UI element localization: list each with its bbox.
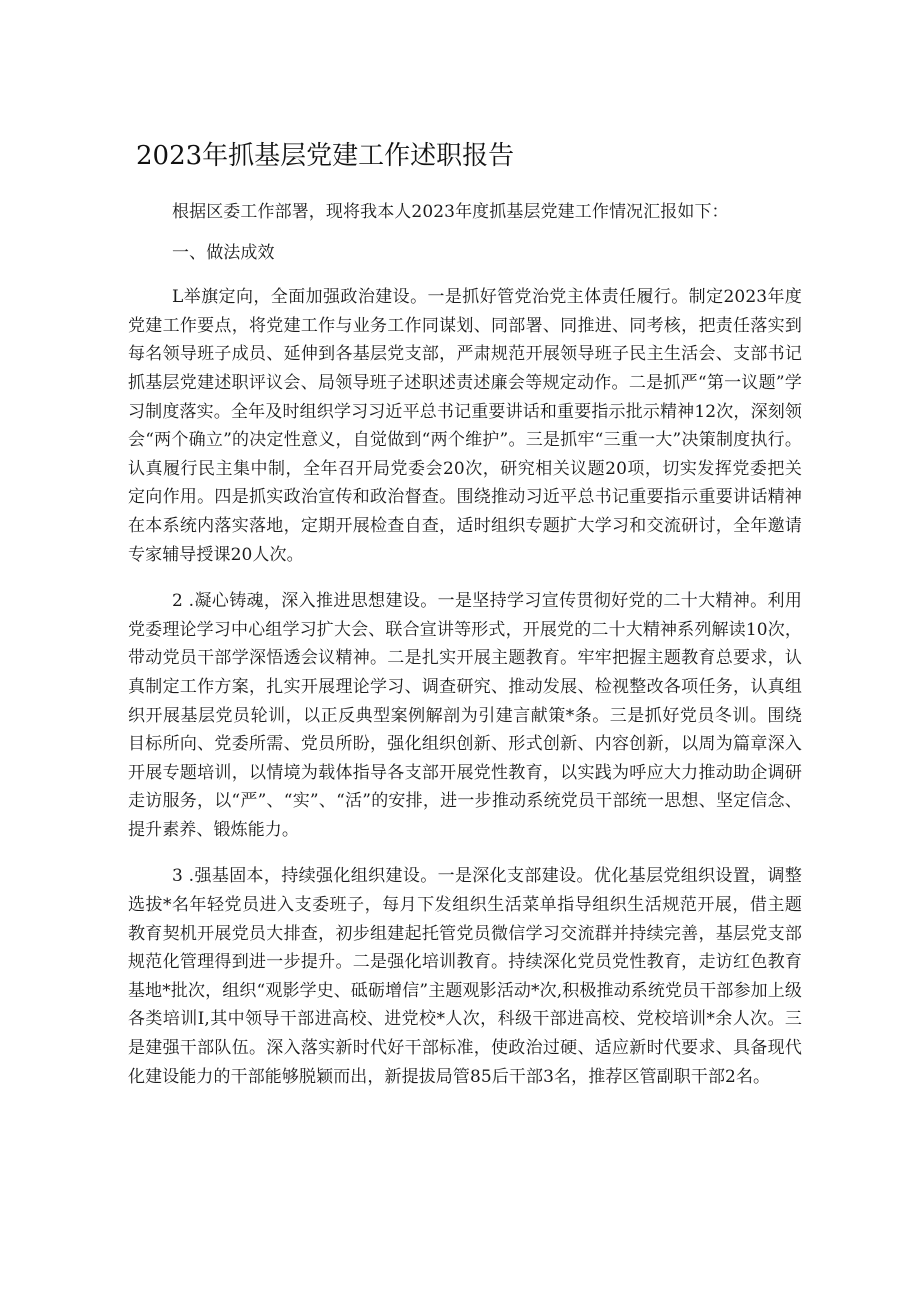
paragraph-organizational-construction: 3 .强基固本，持续强化组织建设。一是深化支部建设。优化基层党组织设置，调整选拔*名年轻党员进入支委班子，每月下发组织生活菜单指导组织生活规范开展，借主题教育契机开展党员大排查，初步组建起托管党员微信学习交流群并持续完善，基层党支部规范化管理得到进一步提升。二是强化培训教育。持续深化党员党性教育，走访红色教育基地*批次，组织“观影学史、砥砺增信”主题观影活动*次,积极推动系统党员干部参加上级各类培训I,其中领导干部进高校、进党校*人次，科级干部进高校、党校培训*余人次。三是建强干部队伍。深入落实新时代好干部标准，使政治过硬、适应新时代要求、具备现代化建设能力的干部能够脱颖而出，新提拔局管85后干部3名，推荐区管副职干部2名。 (128, 866, 802, 1087)
document-title: 2023年抓基层党建工作述职报告 (136, 141, 515, 171)
paragraph-ideological-construction: 2 .凝心铸魂，深入推进思想建设。一是坚持学习宣传贯彻好党的二十大精神。利用党委理论学习中心组学习扩大会、联合宣讲等形式，开展党的二十大精神系列解读10次，带动党员干部学深悟透会议精神。二是扎实开展主题教育。牢牢把握主题教育总要求，认真制定工作方案，扎实开展理论学习、调查研究、推动发展、检视整改各项任务，认真组织开展基层党员轮训，以正反典型案例解剖为引建言献策*条。三是抓好党员冬训。围绕目标所向、党委所需、党员所盼，强化组织创新、形式创新、内容创新，以周为篇章深入开展专题培训，以情境为载体指导各支部开展党性教育，以实践为呼应大力推动助企调研走访服务，以“严”、“实”、“活”的安排，进一步推动系统党员干部统一思想、坚定信念、提升素养、锻炼能力。 (128, 591, 802, 840)
paragraph-political-construction: L举旗定向，全面加强政治建设。一是抓好管党治党主体责任履行。制定2023年度党建工作要点，将党建工作与业务工作同谋划、同部署、同推进、同考核，把责任落实到每名领导班子成员、延伸到各基层党支部，严肃规范开展领导班子民主生活会、支部书记抓基层党建述职评议会、局领导班子述职述责述廉会等规定动作。二是抓严“第一议题”学习制度落实。全年及时组织学习习近平总书记重要讲话和重要指示批示精神12次，深刻领会“两个确立”的决定性意义，自觉做到“两个维护”。三是抓牢“三重一大”决策制度执行。认真履行民主集中制，全年召开局党委会20次，研究相关议题20项，切实发挥党委把关定向作用。四是抓实政治宣传和政治督查。围绕推动习近平总书记重要指示重要讲话精神在本系统内落实落地，定期开展检查自查，适时组织专题扩大学习和交流研讨，全年邀请专家辅导授课20人次。 (128, 287, 802, 565)
section-heading: 一、做法成效 (172, 242, 275, 263)
intro-paragraph: 根据区委工作部署，现将我本人2023年度抓基层党建工作情况汇报如下： (172, 202, 729, 222)
